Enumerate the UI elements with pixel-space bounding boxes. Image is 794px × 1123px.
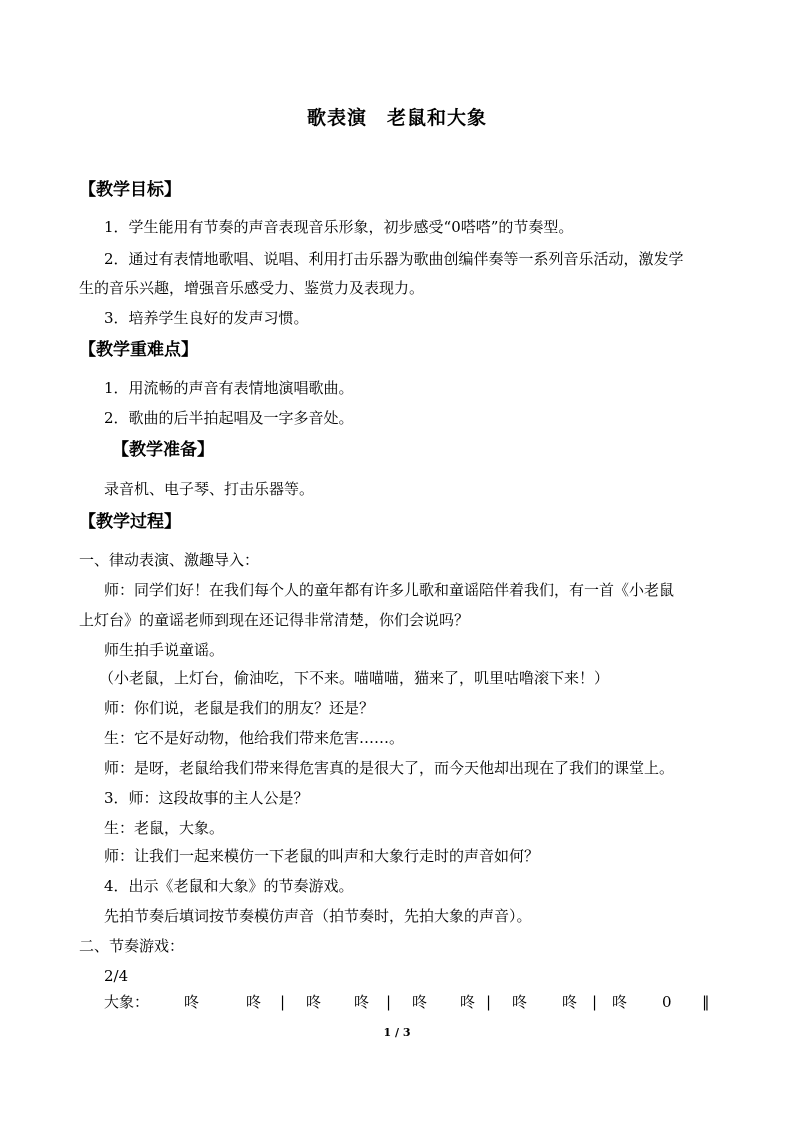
heading-key-points: 【教学重难点】 xyxy=(79,340,198,360)
process-line-10: 生：老鼠，大象。 xyxy=(104,819,225,837)
page-title: 歌表演 老鼠和大象 xyxy=(306,107,487,129)
heading-goals: 【教学目标】 xyxy=(79,180,181,200)
process-line-7: 生：它不是好动物，他给我们带来危害……。 xyxy=(104,729,405,747)
rhythm-token: 咚 xyxy=(246,993,262,1011)
rhythm-bar: | xyxy=(486,993,492,1011)
rhythm-token: 咚 xyxy=(460,993,476,1011)
page-number: 1 / 3 xyxy=(383,1026,411,1039)
rhythm-token: 咚 xyxy=(354,993,370,1011)
process-line-8: 师：是呀，老鼠给我们带来得危害真的是很大了，而今天他却出现在了我们的课堂上。 xyxy=(104,759,675,777)
prep-text: 录音机、电子琴、打击乐器等。 xyxy=(104,480,315,498)
heading-preparation: 【教学准备】 xyxy=(112,440,214,460)
rhythm-bar: | xyxy=(592,993,598,1011)
goal-2-cont: 生的音乐兴趣，增强音乐感受力、鉴赏力及表现力。 xyxy=(79,279,425,297)
key-1: 1．用流畅的声音有表情地演唱歌曲。 xyxy=(104,379,354,397)
time-signature: 2/4 xyxy=(104,967,129,985)
process-line-2: 师：同学们好！在我们每个人的童年都有许多儿歌和童谣陪伴着我们，有一首《小老鼠 xyxy=(104,581,675,599)
heading-process: 【教学过程】 xyxy=(79,512,181,532)
process-line-1: 一、律动表演、激趣导入： xyxy=(79,551,260,569)
goal-2: 2．通过有表情地歌唱、说唱、利用打击乐器为歌曲创编伴奏等一系列音乐活动，激发学 xyxy=(104,250,684,268)
rhythm-token: 咚 xyxy=(612,993,628,1011)
rhythm-token: 咚 xyxy=(306,993,322,1011)
rhythm-bar: | xyxy=(280,993,286,1011)
rhythm-label: 大象： xyxy=(104,993,150,1011)
process-line-4: 师生拍手说童谣。 xyxy=(104,641,225,659)
process-line-6: 师：你们说，老鼠是我们的朋友？还是？ xyxy=(104,699,375,717)
rhythm-token: 咚 xyxy=(562,993,578,1011)
rhythm-end-bar: ‖ xyxy=(702,993,710,1011)
process-line-5: （小老鼠，上灯台，偷油吃，下不来。喵喵喵，猫来了，叽里咕噜滚下来！） xyxy=(99,669,610,687)
process-line-12: 4．出示《老鼠和大象》的节奏游戏。 xyxy=(104,877,354,895)
rhythm-token: 咚 xyxy=(512,993,528,1011)
process-line-11: 师：让我们一起来模仿一下老鼠的叫声和大象行走时的声音如何？ xyxy=(104,847,540,865)
rhythm-token: 咚 xyxy=(412,993,428,1011)
goal-3: 3．培养学生良好的发声习惯。 xyxy=(104,309,309,327)
rhythm-bar: | xyxy=(386,993,392,1011)
process-line-3: 上灯台》的童谣老师到现在还记得非常清楚，你们会说吗？ xyxy=(79,611,470,629)
process-line-9: 3．师：这段故事的主人公是？ xyxy=(104,789,309,807)
key-2: 2．歌曲的后半拍起唱及一字多音处。 xyxy=(104,409,354,427)
process-line-13: 先拍节奏后填词按节奏模仿声音（拍节奏时，先拍大象的声音）。 xyxy=(104,907,532,925)
goal-1: 1．学生能用有节奏的声音表现音乐形象，初步感受“0嗒嗒”的节奏型。 xyxy=(104,218,574,236)
rhythm-token: 0 xyxy=(662,993,672,1011)
process-line-14: 二、节奏游戏： xyxy=(79,937,185,955)
rhythm-token: 咚 xyxy=(184,993,200,1011)
